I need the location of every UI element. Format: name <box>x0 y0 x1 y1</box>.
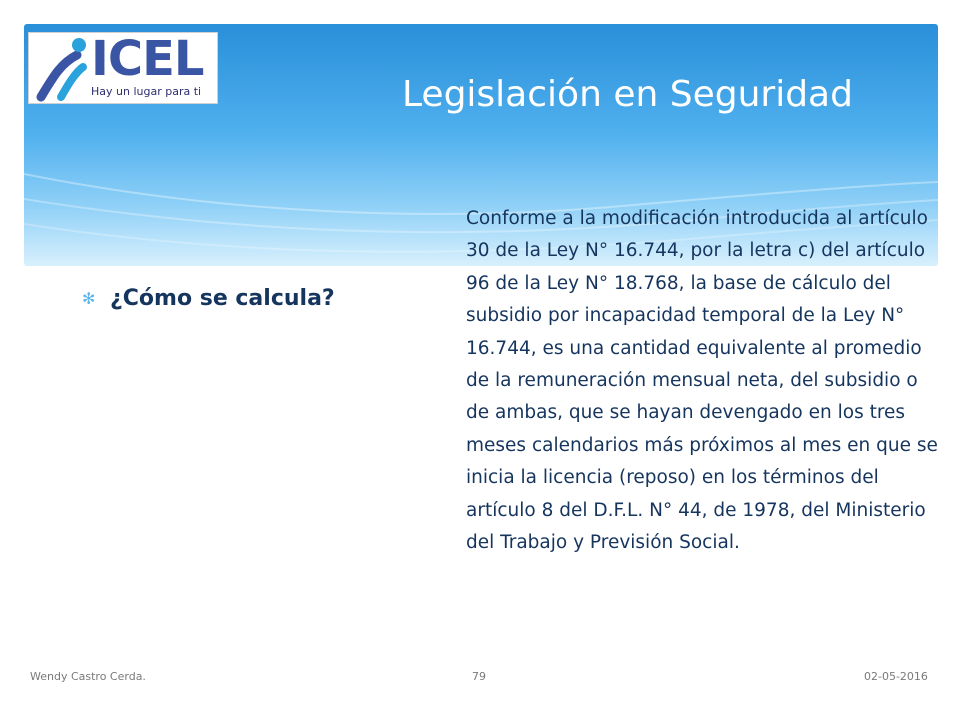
logo-tagline: Hay un lugar para ti <box>91 85 202 98</box>
logo-figure-icon <box>31 33 91 103</box>
slide-title: Legislación en Seguridad <box>402 74 853 115</box>
footer-page-number: 79 <box>472 670 486 683</box>
bullet-text: ¿Cómo se calcula? <box>110 286 335 311</box>
icel-logo <box>28 32 218 104</box>
body-paragraph: Conforme a la modificación introducida al artículo 30 de la Ley N° 16.744, por la letra c) del artículo 96 de la Ley N° 18.768, la base de cálculo del subsidio por incapacidad temporal de la Ley N° 16.744, es una cantidad equivalente al promedio de la remuneración mensual neta, del subsidio o de ambas, que se hayan devengado en los tres meses calendarios más próximos al mes en que se inicia la licencia (reposo) en los términos del artículo 8 del D.F.L. N° 44, de 1978, del Ministerio del Trabajo y Previsión Social. <box>466 208 938 554</box>
bullet-item <box>82 286 335 311</box>
footer-date: 02-05-2016 <box>864 670 928 683</box>
footer-author: Wendy Castro Cerda. <box>30 670 146 683</box>
asterisk-bullet-icon: ✻ <box>82 289 96 308</box>
logo-wordmark: ICEL <box>91 31 204 87</box>
